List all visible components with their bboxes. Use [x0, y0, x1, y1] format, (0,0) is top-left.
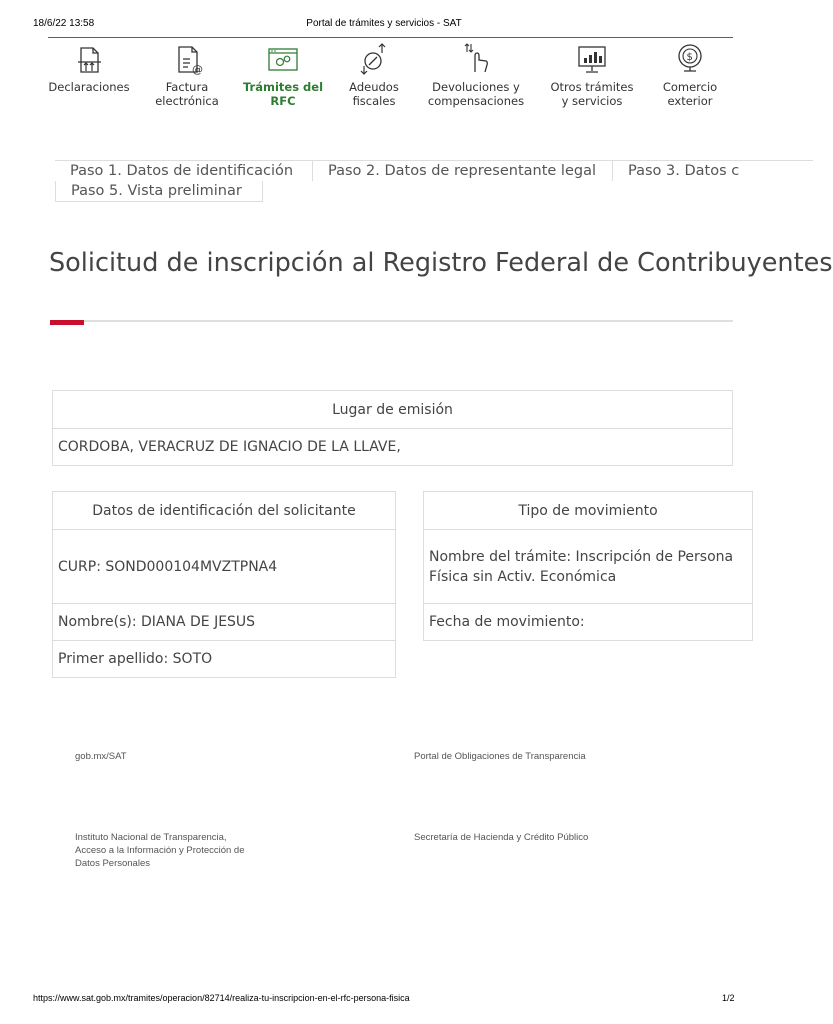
- tab-paso-2[interactable]: Paso 2. Datos de representante legal: [313, 160, 613, 181]
- nav-item-devoluciones[interactable]: [424, 42, 528, 122]
- comercio-exterior-icon: [673, 42, 707, 76]
- nav-label-comercio-exterior: Comercio exterior: [662, 80, 718, 108]
- nav-label-otros-tramites: Otros trámites y servicios: [550, 80, 634, 108]
- tab-paso-1[interactable]: Paso 1. Datos de identificación: [55, 160, 313, 181]
- footer-link-inai[interactable]: Instituto Nacional de Transparencia, Acceso a la Información y Protección de Datos Personales: [75, 832, 245, 869]
- print-url: https://www.sat.gob.mx/tramites/operacion/82714/realiza-tu-inscripcion-en-el-rfc-persona-fisica: [33, 993, 410, 1003]
- lugar-emision-header: Lugar de emisión: [53, 391, 733, 429]
- adeudos-icon: [357, 42, 391, 76]
- curp-value: CURP: SOND000104MVZTPNA4: [53, 530, 396, 604]
- nav-label-adeudos: Adeudos fiscales: [349, 80, 399, 108]
- steps-tabs: [55, 160, 740, 202]
- nombre-tramite-value: Nombre del trámite: Inscripción de Persona Física sin Activ. Económica: [424, 530, 753, 604]
- primer-apellido-value: Primer apellido: SOTO: [53, 641, 396, 678]
- datos-section: [0, 480, 733, 680]
- tab-paso-5[interactable]: Paso 5. Vista preliminar: [55, 181, 263, 202]
- nav-label-declaraciones: Declaraciones: [48, 80, 130, 94]
- nav-item-factura[interactable]: [144, 42, 230, 122]
- footer-link-transparencia[interactable]: Portal de Obligaciones de Transparencia: [414, 751, 586, 762]
- devoluciones-icon: [459, 42, 493, 76]
- lugar-emision-table: [52, 390, 733, 466]
- footer-link-shcp[interactable]: Secretaría de Hacienda y Crédito Público: [414, 832, 589, 843]
- nav-item-comercio-exterior[interactable]: [652, 42, 728, 122]
- services-nav: [44, 42, 744, 122]
- nav-label-factura: Factura electrónica: [155, 80, 219, 108]
- print-page-number: 1/2: [722, 993, 735, 1003]
- svg-text:$: $: [686, 52, 693, 63]
- nav-item-adeudos[interactable]: [336, 42, 412, 122]
- page-title: Solicitud de inscripción al Registro Federal de Contribuyentes: [49, 248, 833, 278]
- title-divider: [50, 320, 733, 322]
- print-datetime: 18/6/22 13:58: [33, 18, 95, 29]
- nav-item-tramites-rfc[interactable]: [240, 42, 326, 122]
- nav-label-tramites-rfc: Trámites del RFC: [242, 80, 324, 108]
- declaraciones-icon: [72, 42, 106, 76]
- solicitante-table: [52, 491, 396, 678]
- nav-item-declaraciones[interactable]: [44, 42, 134, 122]
- fecha-movimiento-value: Fecha de movimiento:: [424, 604, 753, 641]
- nombres-value: Nombre(s): DIANA DE JESUS: [53, 604, 396, 641]
- svg-text:@: @: [192, 63, 203, 76]
- otros-tramites-icon: [575, 42, 609, 76]
- rfc-icon: [266, 42, 300, 76]
- print-header: [0, 0, 768, 38]
- factura-icon: [170, 42, 204, 76]
- tab-paso-3[interactable]: Paso 3. Datos c: [613, 160, 813, 181]
- lugar-emision-value: CORDOBA, VERACRUZ DE IGNACIO DE LA LLAVE,: [53, 429, 733, 466]
- print-page-title: Portal de trámites y servicios - SAT: [306, 18, 462, 29]
- nav-label-devoluciones: Devoluciones y compensaciones: [427, 80, 525, 108]
- solicitante-header: Datos de identificación del solicitante: [53, 492, 396, 530]
- tipo-movimiento-header: Tipo de movimiento: [424, 492, 753, 530]
- header-divider: [48, 37, 733, 38]
- title-accent-bar: [50, 320, 84, 325]
- tipo-movimiento-table: [423, 491, 753, 641]
- nav-item-otros-tramites[interactable]: [544, 42, 640, 122]
- footer-link-gob-sat[interactable]: gob.mx/SAT: [75, 751, 127, 762]
